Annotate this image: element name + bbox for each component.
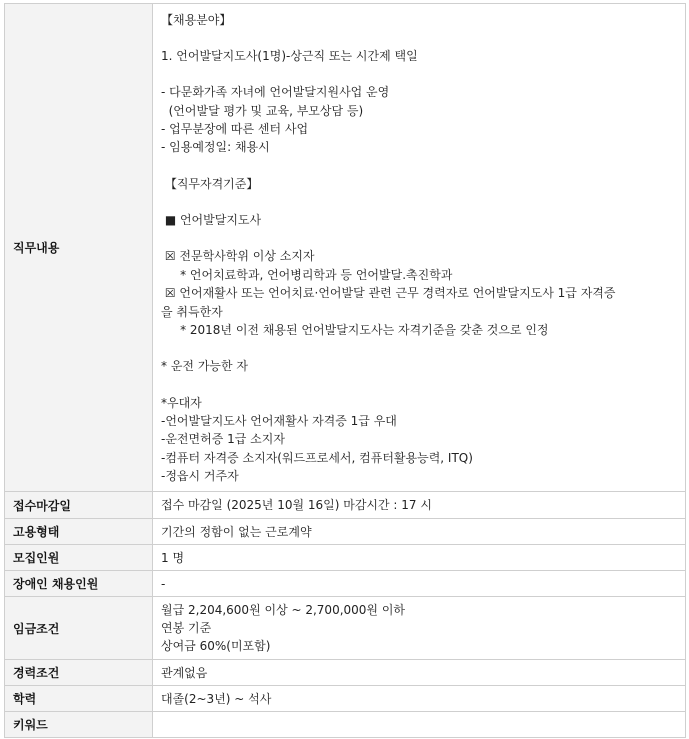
job-description-line bbox=[161, 193, 677, 211]
deadline-value: 접수 마감일 (2025년 10월 16일) 마감시간 : 17 시 bbox=[161, 498, 432, 512]
salary-line: 연봉 기준 bbox=[161, 621, 212, 635]
education-value: 대졸(2~3년) ~ 석사 bbox=[161, 691, 272, 706]
education-label: 학력 bbox=[5, 686, 153, 712]
deadline-label: 접수마감일 bbox=[5, 492, 153, 519]
salary-line: 월급 2,204,600원 이상 ~ 2,700,000원 이하 bbox=[161, 603, 406, 617]
job-description-line: ☒ 전문학사학위 이상 소지자 bbox=[161, 249, 315, 264]
job-description-line: 을 취득한자 bbox=[161, 304, 223, 319]
job-description-line bbox=[161, 229, 677, 247]
job-description-label: 직무내용 bbox=[5, 4, 153, 492]
job-posting-table bbox=[4, 3, 686, 738]
employment-type-label: 고용형태 bbox=[5, 519, 153, 545]
job-description-line: * 언어치료학과, 언어병리학과 등 언어발달.촉진학과 bbox=[161, 267, 453, 282]
keyword-label: 키워드 bbox=[5, 712, 153, 738]
salary-line: 상여금 60%(미포함) bbox=[161, 639, 271, 653]
career-value: 관계없음 bbox=[161, 665, 208, 680]
job-description-line: - 임용예정일: 채용시 bbox=[161, 140, 270, 155]
disabled-hiring-value: - bbox=[161, 576, 166, 591]
job-description-line bbox=[161, 376, 677, 394]
job-description-line: - 업무분장에 따른 센터 사업 bbox=[161, 122, 309, 137]
row-career bbox=[5, 660, 686, 686]
row-salary bbox=[5, 597, 686, 660]
headcount-label: 모집인원 bbox=[5, 545, 153, 571]
job-description-line: ■ 언어발달지도사 bbox=[161, 213, 262, 228]
job-description-line: 【채용분야】 bbox=[161, 12, 232, 27]
career-label: 경력조건 bbox=[5, 660, 153, 686]
job-description-line bbox=[161, 65, 677, 83]
salary-label: 임금조건 bbox=[5, 597, 153, 660]
row-keyword bbox=[5, 712, 686, 738]
job-description-text bbox=[153, 7, 685, 489]
job-description-line: (언어발달 평가 및 교육, 부모상담 등) bbox=[161, 103, 364, 118]
job-description-line: -운전면허증 1급 소지자 bbox=[161, 432, 285, 447]
job-description-line: -언어발달지도사 언어재활사 자격증 1급 우대 bbox=[161, 413, 397, 428]
headcount-value: 1 명 bbox=[161, 550, 185, 565]
row-disabled-hiring bbox=[5, 571, 686, 597]
job-description-line: ☒ 언어재활사 또는 언어치료·언어발달 관련 근무 경력자로 언어발달지도사 1급 자격증 bbox=[161, 286, 616, 301]
job-description-line: -컴퓨터 자격증 소지자(워드프로세서, 컴퓨터활용능력, ITQ) bbox=[161, 450, 473, 465]
row-job-description bbox=[5, 4, 686, 492]
job-description-line bbox=[161, 339, 677, 357]
job-description-line: * 2018년 이전 채용된 언어발달지도사는 자격기준을 갖춘 것으로 인정 bbox=[161, 322, 549, 337]
job-description-line: *우대자 bbox=[161, 395, 202, 410]
disabled-hiring-label: 장애인 채용인원 bbox=[5, 571, 153, 597]
employment-type-value: 기간의 정함이 없는 근로계약 bbox=[161, 524, 312, 539]
job-description-line: 1. 언어발달지도사(1명)-상근직 또는 시간제 택일 bbox=[161, 49, 418, 64]
keyword-value bbox=[153, 722, 685, 728]
job-description-line bbox=[161, 157, 677, 175]
job-description-line: -정읍시 거주자 bbox=[161, 468, 239, 483]
job-description-line: - 다문화가족 자녀에 언어발달지원사업 운영 bbox=[161, 85, 390, 100]
row-headcount bbox=[5, 545, 686, 571]
job-description-line: * 운전 가능한 자 bbox=[161, 359, 248, 374]
row-employment-type bbox=[5, 519, 686, 545]
row-education bbox=[5, 686, 686, 712]
row-deadline bbox=[5, 492, 686, 519]
salary-value bbox=[153, 598, 685, 658]
job-description-line: 【직무자격기준】 bbox=[161, 176, 259, 191]
job-description-line bbox=[161, 29, 677, 47]
job-description-value bbox=[153, 4, 686, 492]
